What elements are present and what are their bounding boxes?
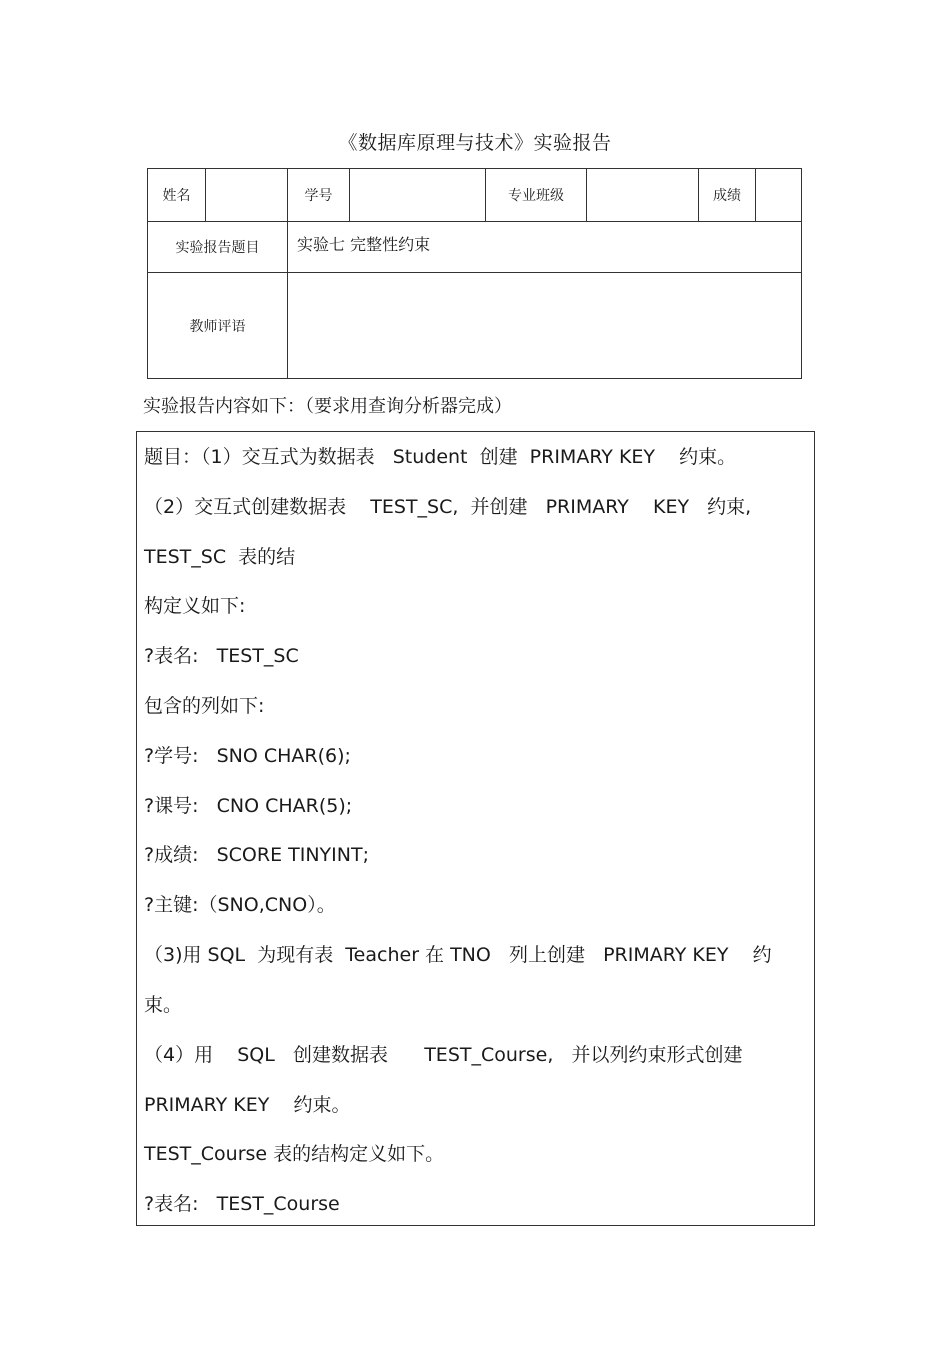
- content-line: TEST_SC 表的结: [144, 546, 296, 568]
- report-content-box: [136, 431, 815, 1226]
- score-label: 成绩: [699, 169, 756, 222]
- content-line: TEST_Course 表的结构定义如下。: [144, 1143, 445, 1165]
- report-info-table: [147, 168, 802, 379]
- score-value[interactable]: [756, 169, 802, 222]
- topic-label: 实验报告题目: [148, 222, 288, 273]
- content-line: PRIMARY KEY 约束。: [144, 1094, 351, 1116]
- content-line: 束。: [144, 994, 183, 1016]
- class-value[interactable]: [587, 169, 699, 222]
- content-line: 包含的列如下:: [144, 695, 265, 717]
- content-line: （4）用 SQL 创建数据表 TEST_Course, 并以列约束形式创建: [144, 1044, 743, 1066]
- content-line: 构定义如下:: [144, 595, 246, 617]
- teacher-comment-value[interactable]: [288, 273, 802, 379]
- content-line: （2）交互式创建数据表 TEST_SC, 并创建 PRIMARY KEY 约束,: [144, 496, 752, 518]
- student-id-label: 学号: [288, 169, 350, 222]
- topic-value: 实验七 完整性约束: [288, 222, 802, 273]
- name-label: 姓名: [148, 169, 206, 222]
- content-line: （3)用 SQL 为现有表 Teacher 在 TNO 列上创建 PRIMARY KEY 约: [144, 944, 772, 966]
- content-line: ?表名: TEST_Course: [144, 1193, 340, 1215]
- content-line: ?课号: CNO CHAR(5);: [144, 795, 353, 817]
- document-title: 《数据库原理与技术》实验报告: [338, 132, 612, 154]
- content-line: ?成绩: SCORE TINYINT;: [144, 844, 369, 866]
- name-value[interactable]: [206, 169, 288, 222]
- report-intro: 实验报告内容如下：（要求用查询分析器完成）: [143, 396, 512, 417]
- teacher-comment-label: 教师评语: [148, 273, 288, 379]
- content-line: ?学号: SNO CHAR(6);: [144, 745, 351, 767]
- content-line: ?表名: TEST_SC: [144, 645, 299, 667]
- student-id-value[interactable]: [350, 169, 486, 222]
- content-line: 题目：（1）交互式为数据表 Student 创建 PRIMARY KEY 约束。: [144, 446, 737, 468]
- class-label: 专业班级: [486, 169, 587, 222]
- content-line: ?主键:（SNO,CNO）。: [144, 894, 336, 916]
